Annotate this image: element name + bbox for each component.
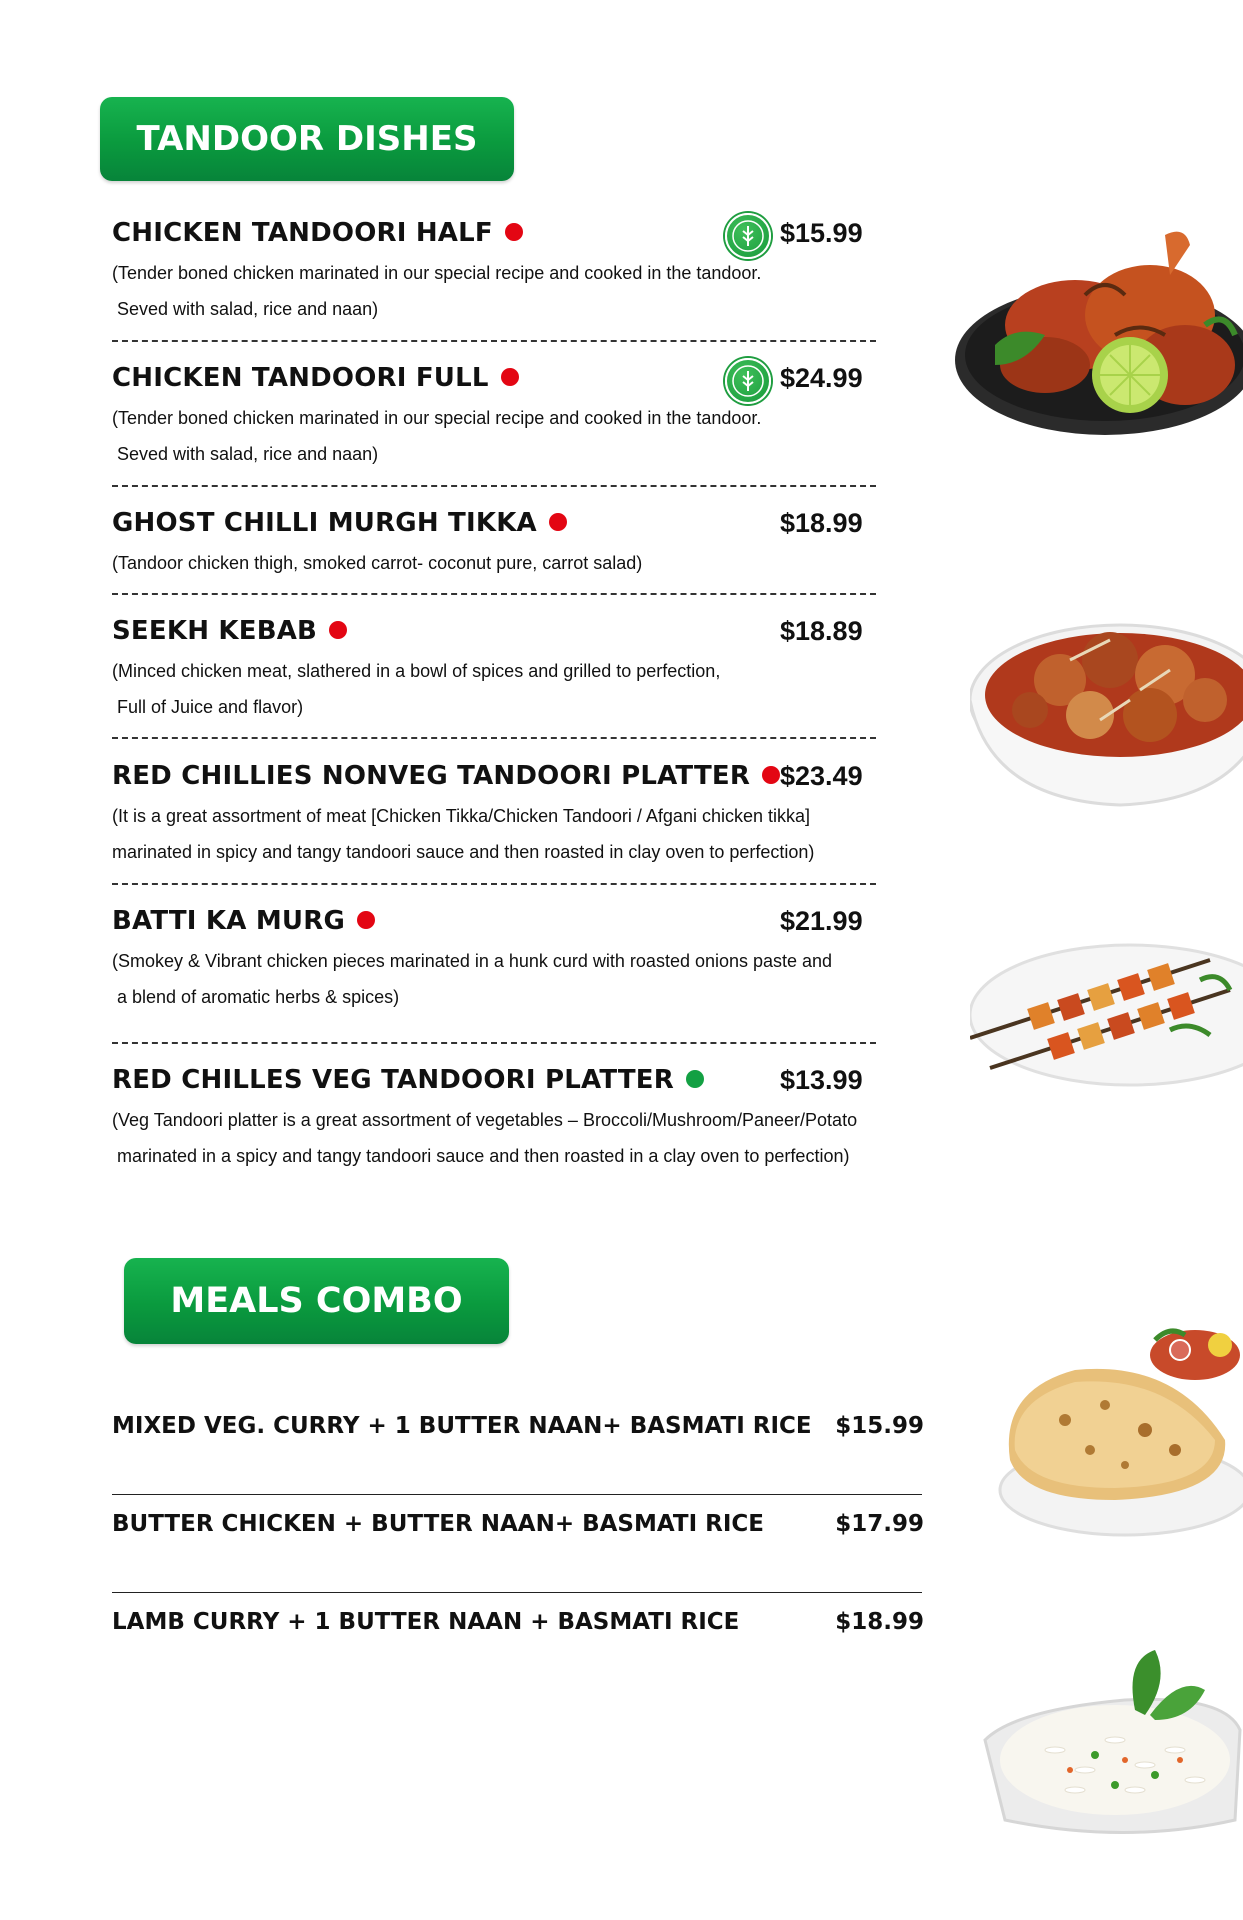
item-price: $18.99 [780, 508, 863, 538]
item-name: SEEKH KEBAB [112, 616, 318, 646]
combo-price: $17.99 [835, 1511, 924, 1537]
dashed-divider [112, 1042, 876, 1044]
gluten-free-badge-icon [725, 213, 771, 259]
basmati-rice-image [975, 1620, 1243, 1845]
non-veg-dot-icon [505, 223, 523, 241]
item-description: (It is a great assortment of meat [Chicken Tikka/Chicken Tandoori / Afgani chicken tikka] marinated in spicy and tangy tandoori sauce and then roasted in clay oven to perfection) [112, 806, 815, 862]
item-description: (Tender boned chicken marinated in our special recipe and cooked in the tandoor. Seved with salad, rice and naan) [112, 408, 762, 464]
item-description: (Smokey & Vibrant chicken pieces marinated in a hunk curd with roasted onions paste and a blend of aromatic herbs & spices) [112, 951, 833, 1007]
non-veg-dot-icon [329, 621, 347, 639]
item-description: (Tender boned chicken marinated in our special recipe and cooked in the tandoor. Seved with salad, rice and naan) [112, 263, 762, 319]
paneer-tikka-skewers-image [970, 920, 1243, 1095]
meals-combo-heading: MEALS COMBO [124, 1258, 509, 1344]
item-name: GHOST CHILLI MURGH TIKKA [112, 508, 537, 538]
tandoori-chicken-image [955, 215, 1243, 450]
gluten-free-badge-icon [725, 358, 771, 404]
item-name: RED CHILLES VEG TANDOORI PLATTER [112, 1065, 674, 1095]
item-price: $18.89 [780, 616, 863, 646]
dashed-divider [112, 485, 876, 487]
non-veg-dot-icon [357, 911, 375, 929]
veg-dot-icon [686, 1070, 704, 1088]
non-veg-dot-icon [762, 766, 780, 784]
item-name: CHICKEN TANDOORI HALF [112, 218, 493, 248]
item-name: CHICKEN TANDOORI FULL [112, 363, 489, 393]
combo-divider [112, 1592, 922, 1593]
naan-platter-image [995, 1320, 1243, 1550]
combo-name: BUTTER CHICKEN + BUTTER NAAN+ BASMATI RICE [112, 1511, 765, 1537]
item-name: BATTI KA MURG [112, 906, 345, 936]
dashed-divider [112, 593, 876, 595]
dashed-divider [112, 883, 876, 885]
item-name: RED CHILLIES NONVEG TANDOORI PLATTER [112, 761, 751, 791]
non-veg-dot-icon [501, 368, 519, 386]
item-price: $24.99 [780, 363, 863, 393]
item-description: (Veg Tandoori platter is a great assortment of vegetables – Broccoli/Mushroom/Paneer/Potato marinated in a spicy and tangy tandoori sauce and then roasted in a clay oven to perfection) [112, 1110, 858, 1166]
combo-divider [112, 1494, 922, 1495]
chicken-curry-bowl-image [970, 600, 1243, 815]
tandoor-dishes-heading: TANDOOR DISHES [100, 97, 514, 181]
combo-name: MIXED VEG. CURRY + 1 BUTTER NAAN+ BASMATI RICE [112, 1413, 812, 1439]
item-description: (Tandoor chicken thigh, smoked carrot- coconut pure, carrot salad) [112, 553, 643, 573]
combo-price: $15.99 [835, 1413, 924, 1439]
dashed-divider [112, 340, 876, 342]
combo-price: $18.99 [835, 1609, 924, 1635]
item-price: $13.99 [780, 1065, 863, 1095]
item-price: $15.99 [780, 218, 863, 248]
non-veg-dot-icon [549, 513, 567, 531]
combo-name: LAMB CURRY + 1 BUTTER NAAN + BASMATI RICE [112, 1609, 740, 1635]
item-price: $21.99 [780, 906, 863, 936]
item-description: (Minced chicken meat, slathered in a bowl of spices and grilled to perfection, Full of Juice and flavor) [112, 661, 721, 717]
dashed-divider [112, 737, 876, 739]
item-price: $23.49 [780, 761, 863, 791]
